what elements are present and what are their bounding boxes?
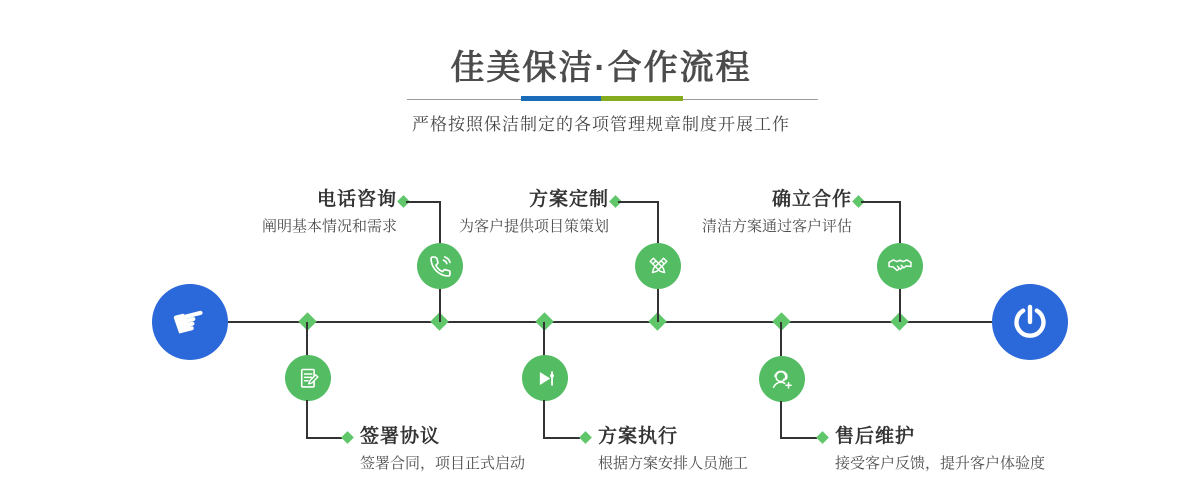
step-circle-plan-customize bbox=[635, 243, 681, 289]
pointing-hand-icon: ☛ bbox=[167, 295, 213, 349]
page-subtitle: 严格按照保洁制定的各项管理规章制度开展工作 bbox=[412, 115, 790, 134]
end-node bbox=[992, 284, 1068, 360]
step-circle-establish-cooperation bbox=[877, 243, 923, 289]
divider-blue-segment bbox=[521, 96, 601, 101]
step-title: 方案定制 bbox=[528, 189, 609, 210]
handshake-icon bbox=[886, 252, 914, 280]
divider-accent-bar bbox=[521, 96, 683, 101]
step-label-establish-cooperation bbox=[652, 189, 852, 236]
connector-line bbox=[306, 400, 308, 439]
step-circle-phone-consult bbox=[417, 243, 463, 289]
connector-line bbox=[657, 288, 659, 322]
timeline-line bbox=[228, 321, 992, 323]
step-label-execute-plan bbox=[598, 426, 748, 473]
step-label-phone-consult bbox=[197, 189, 397, 236]
label-diamond bbox=[816, 431, 829, 444]
connector-line bbox=[543, 400, 545, 439]
customer-service-plus-icon bbox=[768, 365, 796, 393]
connector-line bbox=[780, 437, 817, 439]
connector-line bbox=[543, 437, 580, 439]
step-circle-execute-plan bbox=[522, 355, 568, 401]
play-slider-icon bbox=[532, 365, 559, 392]
connector-line bbox=[899, 288, 901, 322]
step-desc: 为客户提供项目策策划 bbox=[458, 217, 609, 235]
step-desc: 签署合同，项目正式启动 bbox=[360, 454, 526, 472]
step-desc: 阐明基本情况和需求 bbox=[261, 217, 397, 235]
contract-pen-icon bbox=[295, 365, 322, 392]
label-diamond bbox=[579, 431, 592, 444]
step-label-after-sales bbox=[835, 426, 1045, 473]
step-desc: 接受客户反馈，提升客户体验度 bbox=[835, 454, 1046, 472]
step-desc: 清洁方案通过客户评估 bbox=[701, 217, 852, 235]
connector-line bbox=[861, 201, 901, 203]
connector-line bbox=[899, 201, 901, 244]
step-title: 售后维护 bbox=[835, 426, 916, 447]
step-title: 确立合作 bbox=[771, 189, 852, 210]
connector-line bbox=[780, 322, 782, 356]
step-label-sign-agreement bbox=[360, 426, 525, 473]
crossed-pencils-icon bbox=[645, 253, 672, 280]
power-icon bbox=[1009, 301, 1051, 343]
connector-line bbox=[306, 322, 308, 356]
divider-green-segment bbox=[601, 96, 683, 101]
step-desc: 根据方案安排人员施工 bbox=[598, 454, 749, 472]
step-title: 方案执行 bbox=[598, 426, 679, 447]
step-circle-after-sales bbox=[759, 356, 805, 402]
connector-line bbox=[306, 437, 342, 439]
step-title: 电话咨询 bbox=[316, 189, 397, 210]
page-title: 佳美保洁·合作流程 bbox=[450, 49, 752, 87]
connector-line bbox=[439, 288, 441, 322]
step-circle-sign-agreement bbox=[285, 355, 331, 401]
step-title: 签署协议 bbox=[360, 426, 441, 447]
label-diamond bbox=[341, 431, 354, 444]
phone-icon bbox=[427, 253, 454, 280]
connector-line bbox=[780, 401, 782, 439]
start-node bbox=[152, 284, 228, 360]
connector-line bbox=[543, 322, 545, 356]
step-label-plan-customize bbox=[409, 189, 609, 236]
